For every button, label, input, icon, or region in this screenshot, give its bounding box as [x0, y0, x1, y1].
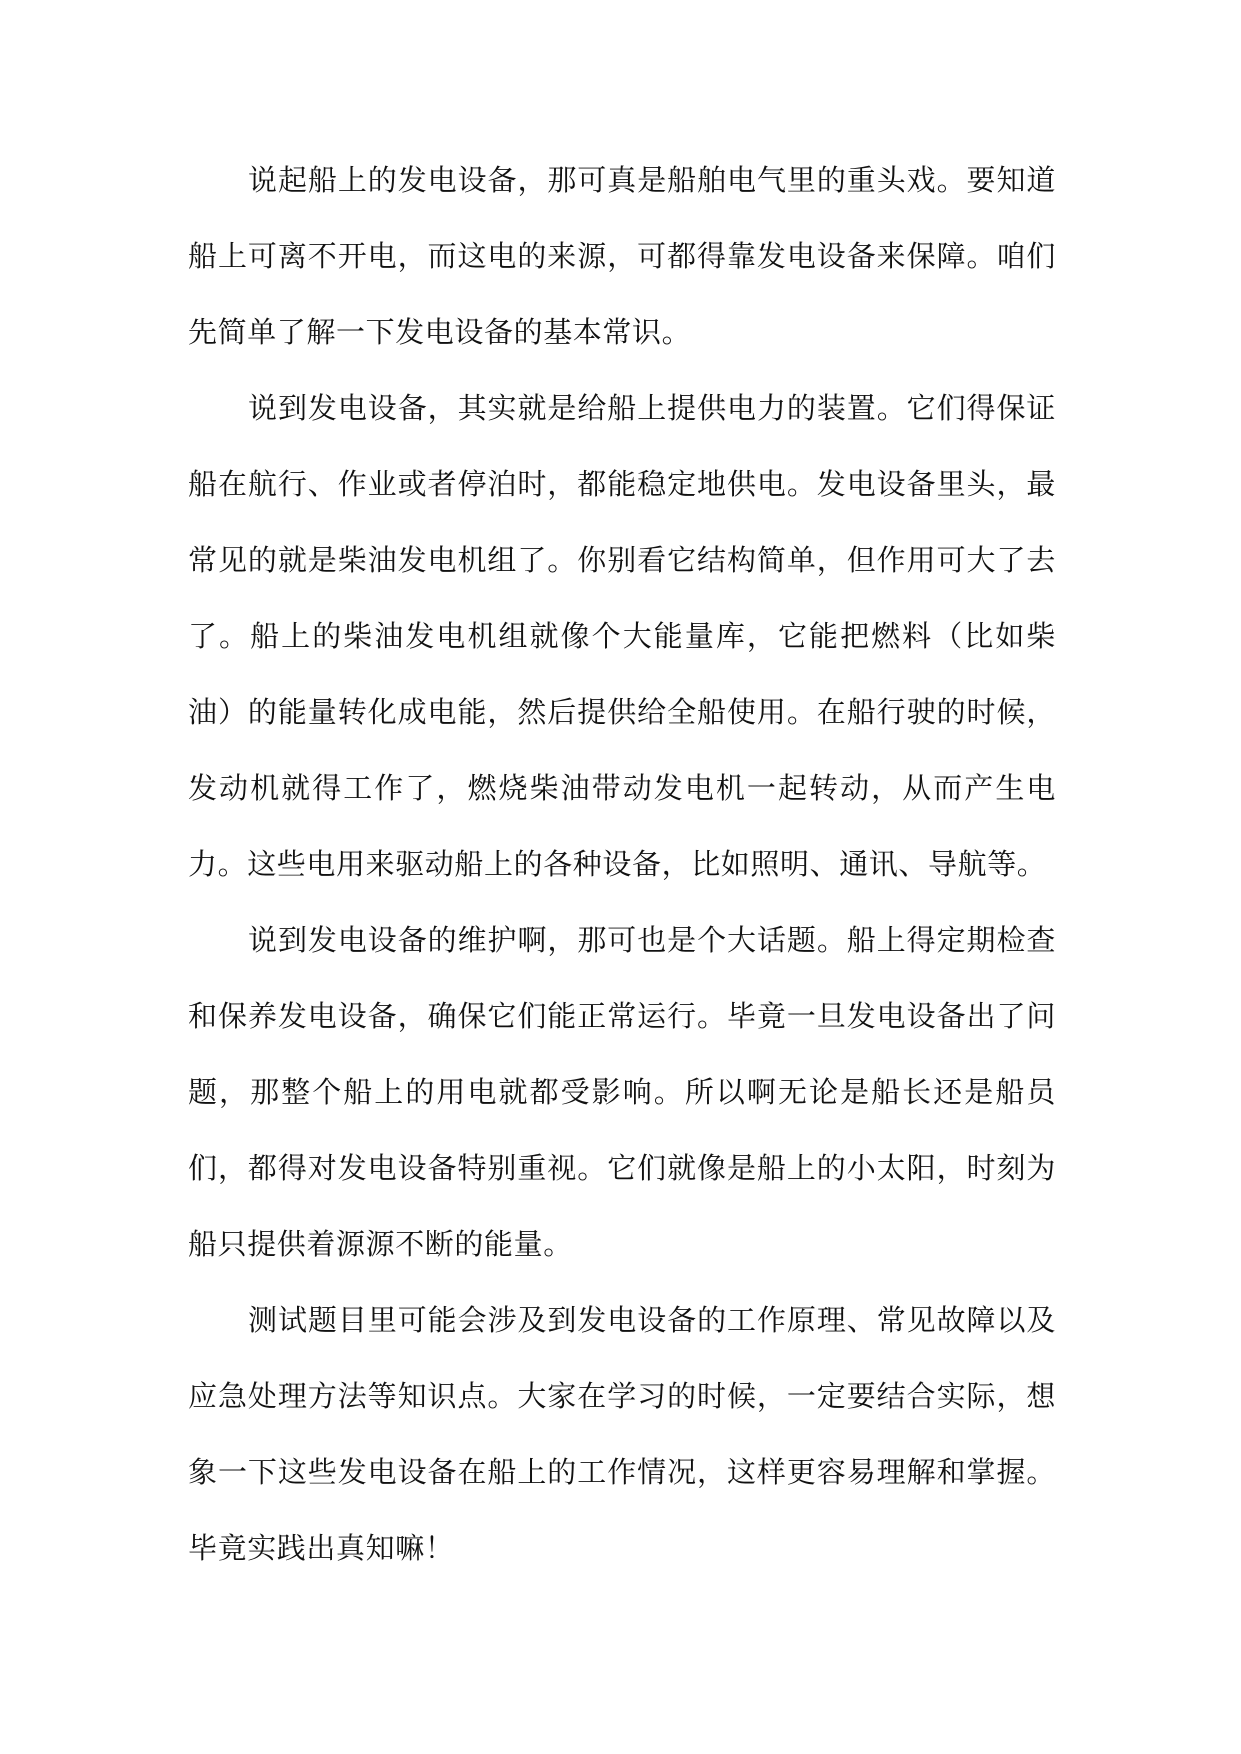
paragraph-3: 说到发电设备的维护啊，那可也是个大话题。船上得定期检查和保养发电设备，确保它们能正常运行。毕竟一旦发电设备出了问题，那整个船上的用电就都受影响。所以啊无论是船长还是船员们，都得对发电设备特别重视。它们就像是船上的小太阳，时刻为船只提供着源源不断的能量。	[188, 923, 1056, 1261]
paragraph-1: 说起船上的发电设备，那可真是船舶电气里的重头戏。要知道船上可离不开电，而这电的来源，可都得靠发电设备来保障。咱们先简单了解一下发电设备的基本常识。	[188, 163, 1056, 349]
paragraph-4: 测试题目里可能会涉及到发电设备的工作原理、常见故障以及应急处理方法等知识点。大家在学习的时候，一定要结合实际，想象一下这些发电设备在船上的工作情况，这样更容易理解和掌握。毕竟实践出真知嘛！	[188, 1303, 1056, 1565]
paragraph-2: 说到发电设备，其实就是给船上提供电力的装置。它们得保证船在航行、作业或者停泊时，都能稳定地供电。发电设备里头，最常见的就是柴油发电机组了。你别看它结构简单，但作用可大了去了。船上的柴油发电机组就像个大能量库，它能把燃料（比如柴油）的能量转化成电能，然后提供给全船使用。在船行驶的时候，发动机就得工作了，燃烧柴油带动发电机一起转动，从而产生电力。这些电用来驱动船上的各种设备，比如照明、通讯、导航等。	[188, 391, 1056, 881]
document-body	[188, 142, 1056, 1586]
